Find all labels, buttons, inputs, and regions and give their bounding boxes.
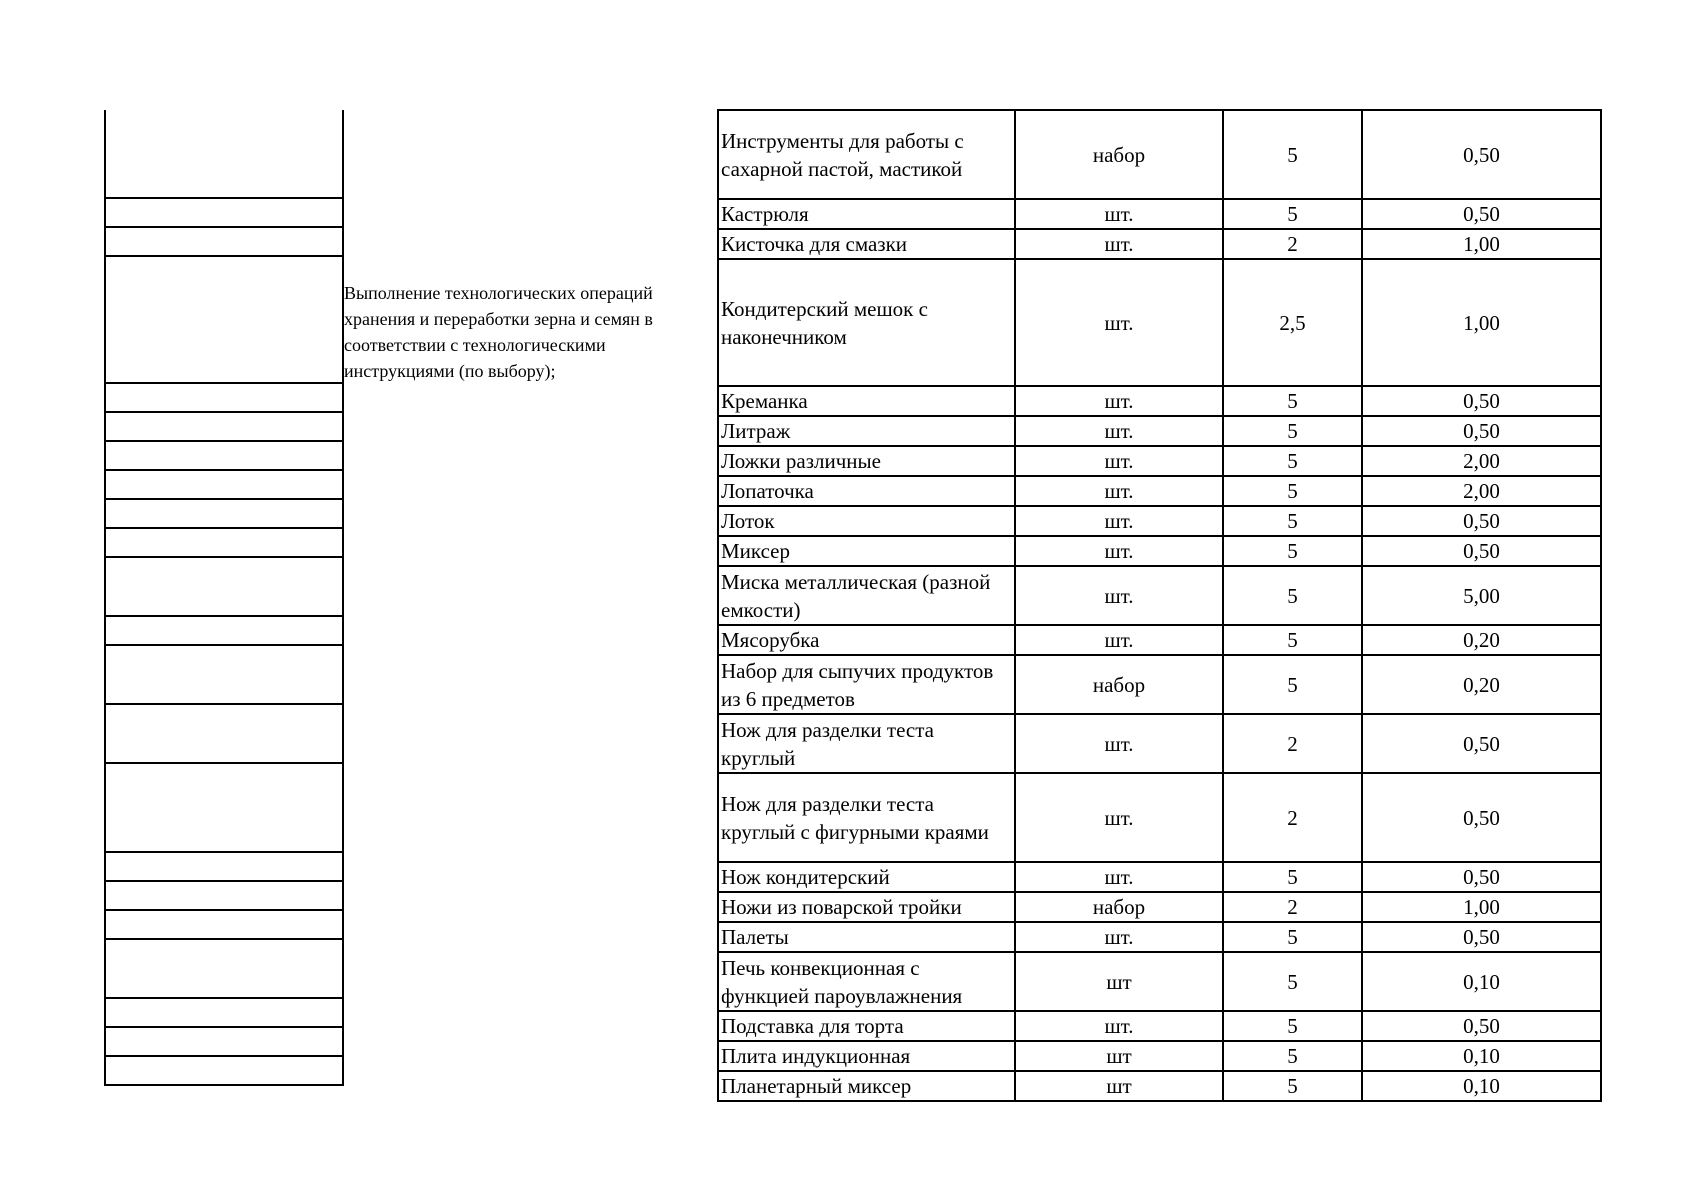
unit-cell: набор: [1015, 655, 1223, 714]
quantity-cell: 5: [1223, 566, 1362, 625]
value-cell: 5,00: [1362, 566, 1601, 625]
unit-cell: набор: [1015, 110, 1223, 199]
item-name-cell: Ножи из поварской тройки: [718, 892, 1015, 922]
table-row: [718, 922, 1601, 952]
item-name-cell: Литраж: [718, 416, 1015, 446]
table-row: [718, 110, 1601, 199]
quantity-cell: 5: [1223, 862, 1362, 892]
table-row: [718, 536, 1601, 566]
table-row: [718, 259, 1601, 386]
item-name-cell: Лоток: [718, 506, 1015, 536]
left-empty-cell: [106, 617, 342, 646]
unit-cell: шт.: [1015, 536, 1223, 566]
value-cell: 0,50: [1362, 1011, 1601, 1041]
left-empty-cell: [106, 882, 342, 911]
value-cell: 0,50: [1362, 714, 1601, 773]
unit-cell: шт.: [1015, 199, 1223, 229]
unit-cell: шт.: [1015, 862, 1223, 892]
table-row: [718, 714, 1601, 773]
left-empty-cell: [106, 500, 342, 529]
operation-description: Выполнение технологических операций хранения и переработки зерна и семян в соответствии с технологическими инструкциями (по выбору);: [344, 283, 653, 381]
quantity-cell: 5: [1223, 386, 1362, 416]
quantity-cell: 5: [1223, 922, 1362, 952]
item-name-cell: Креманка: [718, 386, 1015, 416]
table-row: [718, 1071, 1601, 1101]
quantity-cell: 5: [1223, 476, 1362, 506]
unit-cell: шт.: [1015, 566, 1223, 625]
left-empty-cell: [106, 413, 342, 442]
value-cell: 0,10: [1362, 1041, 1601, 1071]
quantity-cell: 5: [1223, 506, 1362, 536]
unit-cell: шт.: [1015, 714, 1223, 773]
quantity-cell: 5: [1223, 1011, 1362, 1041]
unit-cell: шт.: [1015, 1011, 1223, 1041]
left-empty-cell: [106, 558, 342, 617]
table-row: [718, 566, 1601, 625]
value-cell: 0,50: [1362, 536, 1601, 566]
unit-cell: шт.: [1015, 416, 1223, 446]
left-empty-cell: [106, 646, 342, 705]
item-name-cell: Нож кондитерский: [718, 862, 1015, 892]
value-cell: 0,20: [1362, 655, 1601, 714]
quantity-cell: 5: [1223, 199, 1362, 229]
item-name-cell: Печь конвекционная с функцией пароувлажнения: [718, 952, 1015, 1011]
unit-cell: шт.: [1015, 259, 1223, 386]
value-cell: 0,10: [1362, 1071, 1601, 1101]
unit-cell: шт.: [1015, 773, 1223, 862]
item-name-cell: Набор для сыпучих продуктов из 6 предметов: [718, 655, 1015, 714]
item-name-cell: Кондитерский мешок с наконечником: [718, 259, 1015, 386]
item-name-cell: Инструменты для работы с сахарной пастой, мастикой: [718, 110, 1015, 199]
quantity-cell: 2,5: [1223, 259, 1362, 386]
quantity-cell: 5: [1223, 446, 1362, 476]
unit-cell: шт.: [1015, 506, 1223, 536]
unit-cell: шт.: [1015, 476, 1223, 506]
equipment-table: [717, 109, 1602, 1102]
left-empty-cell: [106, 764, 342, 853]
value-cell: 0,50: [1362, 416, 1601, 446]
unit-cell: шт.: [1015, 625, 1223, 655]
left-empty-cell: [106, 1028, 342, 1057]
item-name-cell: Подставка для торта: [718, 1011, 1015, 1041]
quantity-cell: 2: [1223, 892, 1362, 922]
unit-cell: шт.: [1015, 922, 1223, 952]
unit-cell: шт: [1015, 1041, 1223, 1071]
value-cell: 1,00: [1362, 259, 1601, 386]
left-empty-cell: [106, 442, 342, 471]
item-name-cell: Кастрюля: [718, 199, 1015, 229]
item-name-cell: Миска металлическая (разной емкости): [718, 566, 1015, 625]
left-empty-cell: [106, 384, 342, 413]
value-cell: 2,00: [1362, 446, 1601, 476]
item-name-cell: Нож для разделки теста круглый с фигурными краями: [718, 773, 1015, 862]
value-cell: 0,20: [1362, 625, 1601, 655]
left-empty-cell: [106, 1057, 342, 1086]
quantity-cell: 5: [1223, 625, 1362, 655]
left-empty-cell: [106, 529, 342, 558]
quantity-cell: 2: [1223, 773, 1362, 862]
value-cell: 1,00: [1362, 892, 1601, 922]
item-name-cell: Палеты: [718, 922, 1015, 952]
value-cell: 0,50: [1362, 110, 1601, 199]
item-name-cell: Мясорубка: [718, 625, 1015, 655]
left-empty-cell: [106, 853, 342, 882]
item-name-cell: Кисточка для смазки: [718, 229, 1015, 259]
unit-cell: шт.: [1015, 446, 1223, 476]
quantity-cell: 5: [1223, 655, 1362, 714]
value-cell: 0,50: [1362, 862, 1601, 892]
quantity-cell: 2: [1223, 714, 1362, 773]
table-row: [718, 892, 1601, 922]
table-row: [718, 655, 1601, 714]
value-cell: 0,10: [1362, 952, 1601, 1011]
unit-cell: шт.: [1015, 386, 1223, 416]
table-row: [718, 1041, 1601, 1071]
value-cell: 0,50: [1362, 386, 1601, 416]
table-row: [718, 506, 1601, 536]
unit-cell: набор: [1015, 892, 1223, 922]
left-column-cells: [104, 110, 344, 1086]
quantity-cell: 5: [1223, 110, 1362, 199]
item-name-cell: Ложки различные: [718, 446, 1015, 476]
table-row: [718, 952, 1601, 1011]
left-empty-cell: [106, 110, 342, 199]
value-cell: 0,50: [1362, 199, 1601, 229]
left-empty-cell: [106, 228, 342, 257]
left-empty-cell: [106, 705, 342, 764]
value-cell: 1,00: [1362, 229, 1601, 259]
quantity-cell: 5: [1223, 416, 1362, 446]
quantity-cell: 2: [1223, 229, 1362, 259]
table-row: [718, 773, 1601, 862]
table-row: [718, 1011, 1601, 1041]
value-cell: 2,00: [1362, 476, 1601, 506]
table-row: [718, 862, 1601, 892]
left-empty-cell: [106, 199, 342, 228]
table-row: [718, 446, 1601, 476]
unit-cell: шт: [1015, 952, 1223, 1011]
table-row: [718, 476, 1601, 506]
item-name-cell: Лопаточка: [718, 476, 1015, 506]
left-empty-cell: [106, 471, 342, 500]
left-empty-cell: [106, 257, 342, 384]
table-row: [718, 625, 1601, 655]
unit-cell: шт.: [1015, 229, 1223, 259]
value-cell: 0,50: [1362, 922, 1601, 952]
item-name-cell: Плита индукционная: [718, 1041, 1015, 1071]
left-empty-cell: [106, 999, 342, 1028]
table-row: [718, 229, 1601, 259]
quantity-cell: 5: [1223, 536, 1362, 566]
table-row: [718, 416, 1601, 446]
left-empty-cell: [106, 911, 342, 940]
item-name-cell: Планетарный миксер: [718, 1071, 1015, 1101]
value-cell: 0,50: [1362, 506, 1601, 536]
quantity-cell: 5: [1223, 952, 1362, 1011]
item-name-cell: Нож для разделки теста круглый: [718, 714, 1015, 773]
table-row: [718, 386, 1601, 416]
left-empty-cell: [106, 940, 342, 999]
item-name-cell: Миксер: [718, 536, 1015, 566]
value-cell: 0,50: [1362, 773, 1601, 862]
unit-cell: шт: [1015, 1071, 1223, 1101]
table-row: [718, 199, 1601, 229]
quantity-cell: 5: [1223, 1041, 1362, 1071]
quantity-cell: 5: [1223, 1071, 1362, 1101]
